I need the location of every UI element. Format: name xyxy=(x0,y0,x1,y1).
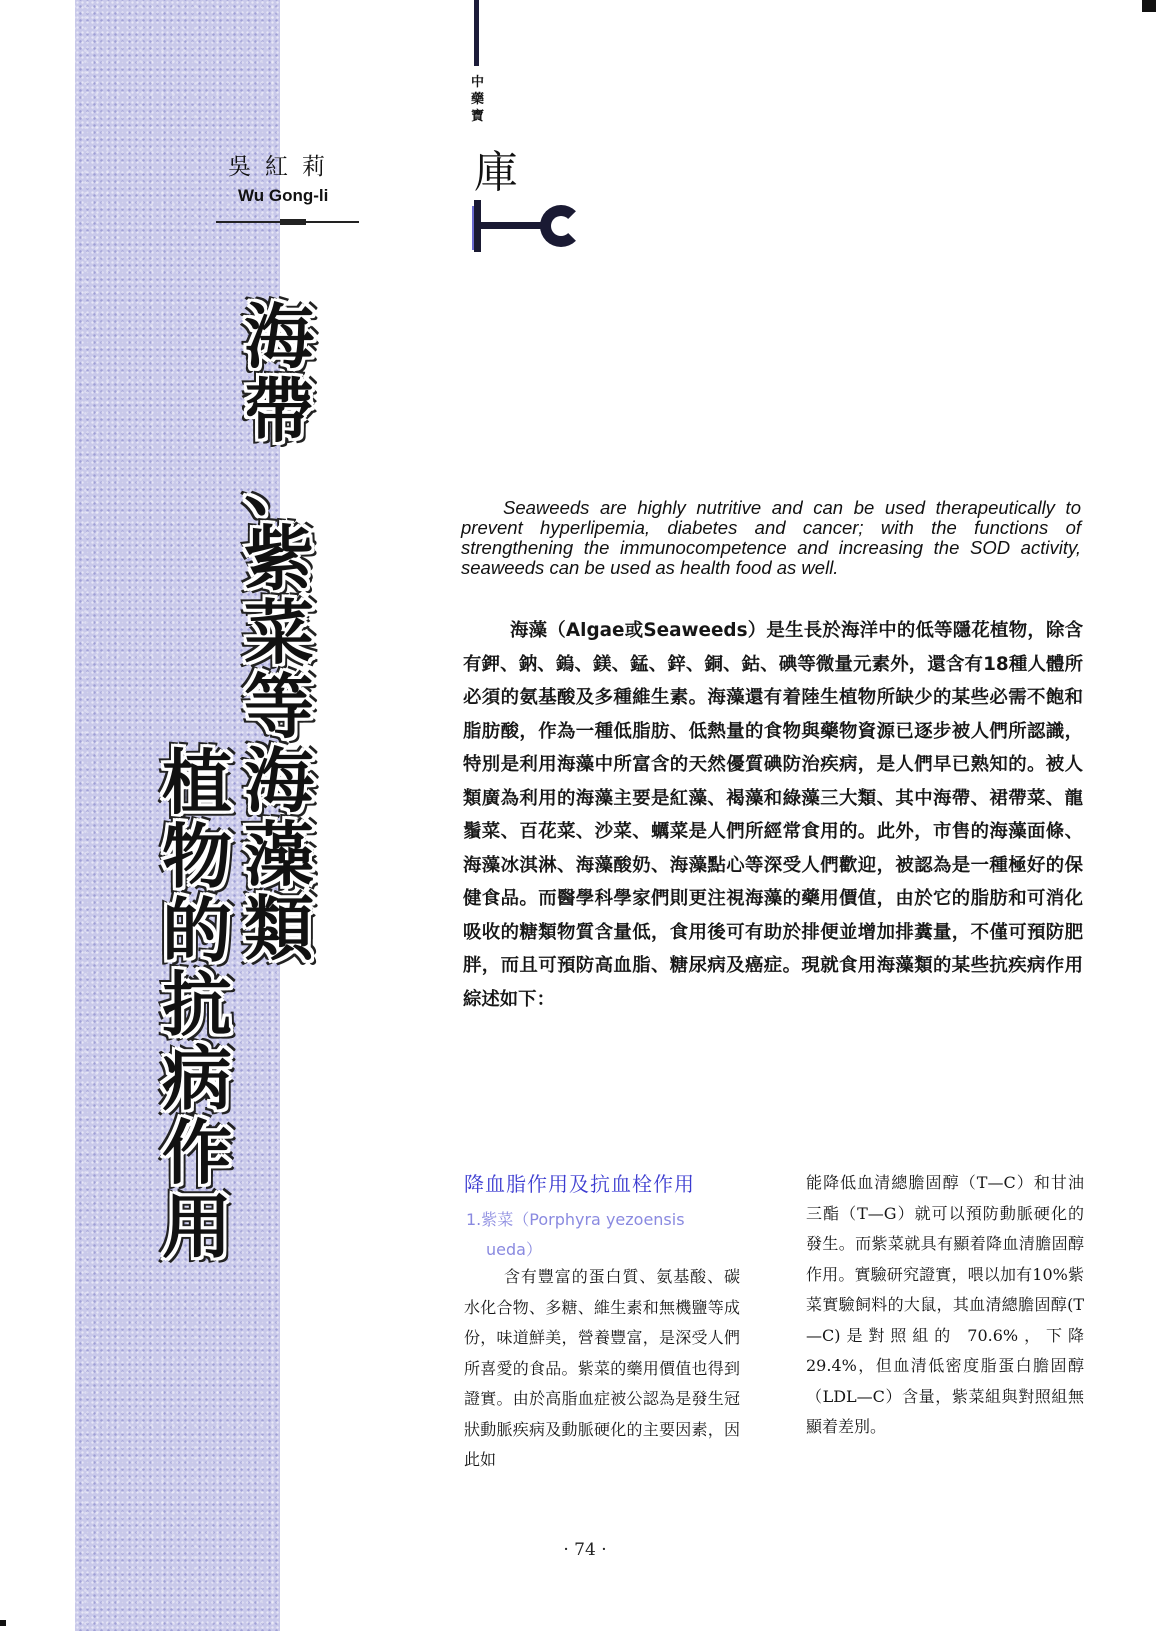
title-char: 病 xyxy=(162,1038,232,1120)
hc-logo-h-bar xyxy=(474,200,481,252)
hc-logo-h-crossbar xyxy=(481,222,549,229)
page-number: · 74 · xyxy=(563,1540,607,1560)
title-char: 帶 xyxy=(244,370,314,452)
title-char: 抗 xyxy=(162,964,232,1046)
subsection-heading-line1: 1.紫菜（Porphyra yezoensis xyxy=(466,1210,685,1229)
body-left-column: 含有豐富的蛋白質、氨基酸、碳水化合物、多糖、維生素和無機鹽等成份，味道鮮美，營養豐富，是深受人們所喜愛的食品。紫菜的藥用價值也得到證實。由於高脂血症被公認為是發生冠狀動脈疾病及動脈硬化的主要因素，因此如 xyxy=(464,1267,740,1469)
scan-edge-dot xyxy=(0,1620,6,1626)
section-vertical-label: 中藥寶 xyxy=(471,75,485,124)
section-big-character: 庫 xyxy=(474,147,518,198)
subsection-heading xyxy=(466,1205,756,1265)
title-char: 海 xyxy=(244,740,314,822)
title-char: 植 xyxy=(162,742,232,824)
author-name-english: Wu Gong-li xyxy=(238,186,329,205)
title-char: 藻 xyxy=(244,814,314,896)
title-column-1 xyxy=(238,296,320,970)
title-char: 菜 xyxy=(244,592,314,674)
body-right-column: 能降低血清總膽固醇（T—C）和甘油三酯（T—G）就可以預防動脈硬化的發生。而紫菜就具有顯着降血清膽固醇作用。實驗研究證實，喂以加有10%紫菜實驗飼料的大鼠，其血清總膽固醇(T—C)是對照組的 70.6%，下降29.4%，但血清低密度脂蛋白膽固醇（LDL—C）含量，紫菜組與對照組無顯着差別。 xyxy=(806,1173,1084,1436)
title-char: 作 xyxy=(162,1112,232,1194)
title-char: 等 xyxy=(244,666,314,748)
section-marker-bar xyxy=(474,0,479,66)
title-char: 類 xyxy=(244,888,314,970)
author-underline-tick xyxy=(280,219,306,225)
title-char: 海 xyxy=(244,296,314,378)
scan-corner-mark xyxy=(1142,0,1156,12)
english-abstract: Seaweeds are highly nutritive and can be used therapeutically to prevent hyperlipemia, diabetes and cancer; with the functions of strengthening the immunocompetence and increasing the SOD activity, seaweeds can be used as health food as well. xyxy=(461,497,1081,578)
title-char: 物 xyxy=(162,816,232,898)
title-char: 的 xyxy=(162,890,232,972)
title-char: 紫 xyxy=(244,518,314,600)
title-column-2 xyxy=(156,742,238,1268)
title-char: 用 xyxy=(162,1186,232,1268)
author-name-chinese: 吳紅莉 xyxy=(228,154,339,180)
title-char: 、 xyxy=(244,444,314,526)
section-heading: 降血脂作用及抗血栓作用 xyxy=(464,1172,695,1196)
intro-paragraph: 海藻（Algae或Seaweeds）是生長於海洋中的低等隱花植物，除含有鉀、鈉、鎢、鎂、錳、鋅、銅、鈷、碘等微量元素外，還含有18種人體所必須的氨基酸及多種維生素。海藻還有着陸生植物所缺少的某些必需不飽和脂肪酸，作為一種低脂肪、低熱量的食物與藥物資源已逐步被人們所認識，特別是利用海藻中所富含的天然優質碘防治疾病，是人們早已熟知的。被人類廣為利用的海藻主要是紅藻、褐藻和綠藻三大類、其中海帶、裙帶菜、龍鬚菜、百花菜、沙菜、蠣菜是人們所經常食用的。此外，市售的海藻面條、海藻冰淇淋、海藻酸奶、海藻點心等深受人們歡迎，被認為是一種極好的保健食品。而醫學科學家們則更注視海藻的藥用價值，由於它的脂肪和可消化吸收的糖類物質含量低，食用後可有助於排便並增加排糞量，不僅可預防肥胖，而且可預防高血脂、糖尿病及癌症。現就食用海藻類的某些抗疾病作用綜述如下： xyxy=(463,620,1083,1010)
hc-logo-c-icon xyxy=(540,205,582,247)
subsection-heading-line2: ueda） xyxy=(486,1240,542,1259)
